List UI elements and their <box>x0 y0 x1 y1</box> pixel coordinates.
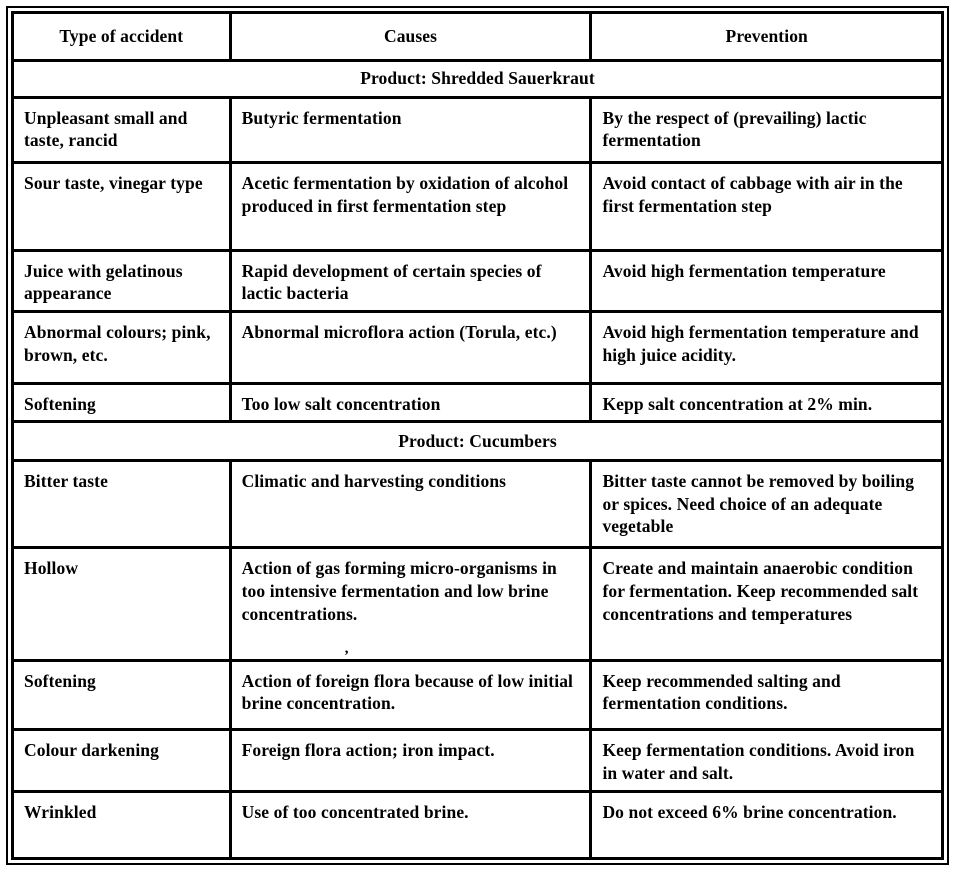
col-header-type-of-accident: Type of accident <box>13 13 231 61</box>
section-title: Product: Shredded Sauerkraut <box>13 60 943 97</box>
accident-cell: Unpleasant small and taste, rancid <box>13 97 231 162</box>
scan-artifact-mark: ’ <box>344 648 349 664</box>
cause-cell: Butyric fermentation <box>230 97 591 162</box>
accident-cell: Wrinkled <box>13 791 231 858</box>
accidents-table <box>11 11 944 860</box>
table-outer-frame <box>6 6 949 865</box>
accident-cell: Abnormal colours; pink, brown, etc. <box>13 312 231 383</box>
col-header-causes: Causes <box>230 13 591 61</box>
prevention-cell: Avoid contact of cabbage with air in the first fermentation step <box>591 162 943 250</box>
section-header-sauerkraut <box>13 60 943 97</box>
table-row <box>13 312 943 383</box>
cause-cell: Foreign flora action; iron impact. <box>230 729 591 791</box>
accident-cell: Colour darkening <box>13 729 231 791</box>
cause-cell: Rapid development of certain species of lactic bacteria <box>230 250 591 312</box>
table-row <box>13 250 943 312</box>
prevention-cell: Keep fermentation conditions. Avoid iron in water and salt. <box>591 729 943 791</box>
cause-cell: Abnormal microflora action (Torula, etc.) <box>230 312 591 383</box>
accident-cell: Bitter taste <box>13 460 231 548</box>
accident-cell: Juice with gelatinous appearance <box>13 250 231 312</box>
table-row <box>13 383 943 421</box>
prevention-cell: Bitter taste cannot be removed by boiling or spices. Need choice of an adequate vegetable <box>591 460 943 548</box>
accident-cell: Softening <box>13 660 231 729</box>
prevention-cell: Do not exceed 6% brine concentration. <box>591 791 943 858</box>
cause-cell: Action of gas forming micro-organisms in too intensive fermentation and low brine concentrations. <box>230 548 591 660</box>
accident-cell: Softening <box>13 383 231 421</box>
accident-cell: Sour taste, vinegar type <box>13 162 231 250</box>
prevention-cell: By the respect of (prevailing) lactic fermentation <box>591 97 943 162</box>
cause-cell: Action of foreign flora because of low initial brine concentration. <box>230 660 591 729</box>
cause-cell: Use of too concentrated brine. <box>230 791 591 858</box>
cause-cell: Climatic and harvesting conditions <box>230 460 591 548</box>
section-title: Product: Cucumbers <box>13 422 943 461</box>
prevention-cell: Avoid high fermentation temperature <box>591 250 943 312</box>
section-header-cucumbers <box>13 422 943 461</box>
header-row <box>13 13 943 61</box>
prevention-cell: Kepp salt concentration at 2% min. <box>591 383 943 421</box>
prevention-cell: Avoid high fermentation temperature and high juice acidity. <box>591 312 943 383</box>
table-row <box>13 660 943 729</box>
table-row <box>13 162 943 250</box>
accident-cell: Hollow <box>13 548 231 660</box>
table-row <box>13 97 943 162</box>
table-row <box>13 460 943 548</box>
table-row <box>13 791 943 858</box>
cause-cell: Too low salt concentration <box>230 383 591 421</box>
cause-cell: Acetic fermentation by oxidation of alcohol produced in first fermentation step <box>230 162 591 250</box>
prevention-cell: Keep recommended salting and fermentation conditions. <box>591 660 943 729</box>
prevention-cell: Create and maintain anaerobic condition for fermentation. Keep recommended salt concentrations and temperatures <box>591 548 943 660</box>
table-row <box>13 548 943 660</box>
table-row <box>13 729 943 791</box>
col-header-prevention: Prevention <box>591 13 943 61</box>
